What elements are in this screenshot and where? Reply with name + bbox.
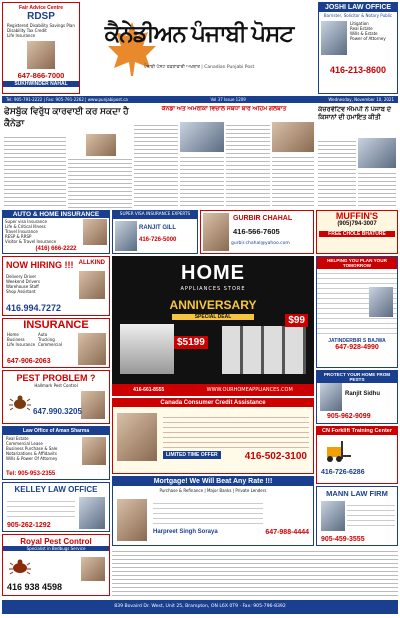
credit-body-text <box>163 413 309 449</box>
article-column <box>4 134 66 208</box>
article-column <box>134 122 178 208</box>
mann-phone[interactable]: 905-459-3555 <box>321 536 365 543</box>
hiring-title: NOW HIRING !!! <box>6 260 74 270</box>
advisor-photo <box>27 41 55 69</box>
left-masthead-ad[interactable] <box>2 2 80 94</box>
rdsp-title: RDSP <box>27 11 55 22</box>
royal-pest-sub: Specialist in Bedbugs Service <box>3 546 109 551</box>
insurance-item: Commercial <box>38 342 62 347</box>
cn-forklift-ad[interactable] <box>316 426 398 484</box>
helping-agent-name: JATINDERBIR S BAJWA <box>328 338 386 344</box>
law-aman-item: Notarizations & Affidavits <box>6 451 57 456</box>
article-column <box>358 170 396 208</box>
jatinderbir-photo <box>369 287 393 317</box>
mann-law-ad[interactable] <box>316 486 398 546</box>
hiring-photo <box>79 271 105 299</box>
helping-title: HELPING YOU PLAN YOUR TOMORROW <box>317 257 397 269</box>
home-appliances-ad[interactable] <box>112 256 314 396</box>
helping-plan-ad[interactable] <box>316 256 398 368</box>
fridge-image <box>120 324 174 374</box>
insurance-line: Travel Insurance <box>5 229 38 234</box>
pest-problem-title: PEST PROBLEM ? <box>16 373 96 383</box>
bedbug-icon <box>9 559 31 575</box>
lead-headline[interactable] <box>4 106 132 132</box>
allkind-hiring-ad[interactable] <box>2 256 110 316</box>
pest-problem-ad[interactable] <box>2 370 110 424</box>
law-aman-item: Business Purchase & Sale <box>6 446 58 451</box>
insurance-ad[interactable] <box>2 318 110 368</box>
gurbir-photo <box>203 213 229 251</box>
supervisa-phone[interactable]: 416-726-5000 <box>139 237 177 243</box>
helping-phone[interactable]: 647-928-4990 <box>335 344 379 351</box>
insurance-line: Life & Critical Illness <box>5 224 46 229</box>
fridge-price: $5199 <box>174 336 208 349</box>
ranjit-sidhu-photo <box>320 383 342 411</box>
insurance-item: Home <box>7 332 19 337</box>
law-aman-item: Commercial Lease <box>6 441 43 446</box>
rdsp-phone[interactable]: 647-866-7000 <box>17 71 65 80</box>
mann-services <box>347 501 395 529</box>
article-column <box>180 154 224 208</box>
right-masthead-ad[interactable] <box>318 2 398 94</box>
gurbir-name: GURBIR CHAHAL <box>233 215 293 222</box>
insurance-agent-photo <box>78 333 106 365</box>
insurance-line: Visitor & Travel Insurance <box>5 239 57 244</box>
article-photo <box>272 122 314 152</box>
article-column <box>318 138 356 208</box>
washer-row-image <box>222 326 306 374</box>
gurbir-chahal-ad[interactable] <box>200 210 314 254</box>
insurance-item: Trucking <box>38 337 55 342</box>
masthead-title: ਕੈਨੇਡੀਅਨ ਪੰਜਾਬੀ ਪੋਸਟ <box>104 20 294 46</box>
super-visa-banner[interactable]: SUPER VISA INSURANCE EXPERTS <box>112 210 198 218</box>
forklift-icon <box>321 441 351 463</box>
allkind-phone[interactable]: 416.994.7272 <box>6 303 62 313</box>
auto-home-insurance-ad[interactable] <box>2 210 110 254</box>
mortgage-agent-photo <box>117 499 147 541</box>
law-office-sub: Barrister, Solicitor & Notary Public <box>323 13 393 18</box>
kelley-title: KELLEY LAW OFFICE <box>14 485 98 494</box>
kelley-photo <box>79 497 105 529</box>
law-office-title: JOSHI LAW OFFICE <box>319 3 397 12</box>
forklift-title: CN Forklift Training Center <box>317 427 397 435</box>
law-aman-item: Real Estate <box>6 436 29 441</box>
law-aman-phone[interactable]: Tel: 905-953-2355 <box>6 471 56 477</box>
mortgage-sub: Purchase & Refinance | Major Banks | Private Lenders <box>159 488 267 493</box>
insurance-line: Super visa Insurance <box>5 219 47 224</box>
insurance-phone[interactable]: 647-906-2063 <box>7 358 51 365</box>
right-headline[interactable] <box>318 106 398 136</box>
aman-photo <box>82 437 106 465</box>
rdsp-line: Disability Tax Credit <box>7 28 47 33</box>
law-service: Wills & Estate <box>350 31 378 36</box>
job-line: Warehouse Staff <box>6 284 39 289</box>
right-headline-text: ਕੰਜ਼ਰਵੇਟਿਵ ਐਮਪੀ ਨੇ ਪੰਜਾਬ ਦੇ ਕਿਸਾਨਾਂ ਦੀ ਹਮਾਇਤ ਕੀਤੀ <box>318 106 392 122</box>
law-aman-ad[interactable] <box>2 426 110 480</box>
royal-pest-ad[interactable] <box>2 534 110 596</box>
advisor-name: SUKHWINDER NAHAL <box>3 81 79 87</box>
date-info: Wednesday, November 10, 2021 <box>328 97 394 102</box>
mortgage-title: Mortgage! We Will Beat Any Rate !!! <box>113 477 313 486</box>
washer-price: $99 <box>285 314 308 327</box>
agency-name: Fair Advice Centre <box>19 5 63 11</box>
special-deal-label: SPECIAL DEAL <box>172 314 254 320</box>
job-line: Delivery Driver <box>6 274 37 279</box>
home-phone[interactable]: 416-661-8555 <box>133 387 165 393</box>
gurbir-phone[interactable]: 416-566-7605 <box>233 227 280 236</box>
contact-info: Tel: 905-791-2222 | Fax: 905-791-2262 | www.punjabipost.ca <box>6 97 128 102</box>
rdsp-line: Life Insurance <box>7 33 36 38</box>
dateline-bar <box>2 96 398 103</box>
law-aman-title: Law Office of Aman Sharma <box>3 427 109 435</box>
law-office-phone[interactable]: 416-213-8600 <box>329 65 387 75</box>
credit-phone[interactable]: 416-502-3100 <box>244 451 307 462</box>
supervisa-agent-name: RANJIT GILL <box>139 225 176 231</box>
credit-title: Canada Consumer Credit Assistance <box>113 399 313 407</box>
rdsp-line: Registered Disability Savings Plan <box>7 23 75 28</box>
bug-icon <box>9 395 31 411</box>
royal-pest-title: Royal Pest Control <box>20 537 92 546</box>
article-photo <box>358 138 396 168</box>
royal-pest-photo <box>81 557 105 581</box>
gurbir-email[interactable]: gurbir.chahal@yahoo.com <box>231 241 290 246</box>
law-service: Power of Attorney <box>350 36 386 41</box>
pest-agent-photo <box>81 391 105 419</box>
mortgage-agent-name: Harpreet Singh Soraya <box>153 529 218 535</box>
home-sub: APPLIANCES STORE <box>180 286 246 292</box>
pest-problem-sub: Hallmark Pest Control <box>34 383 78 388</box>
kelley-law-ad[interactable] <box>2 482 110 532</box>
insurance-line: RESP & RRSP <box>5 234 32 239</box>
footer-bar: 839 Bovaird Dr. West, Unit 25, Brampton, ON L6X 0T9 · Fax: 905-796-8392 <box>2 600 398 614</box>
kelley-phone[interactable]: 905-262-1292 <box>7 522 51 529</box>
lawyer-photo <box>321 21 347 55</box>
mann-photo <box>321 501 345 531</box>
allkind-brand: ALLKIND <box>78 260 105 266</box>
insurance-item: Auto <box>38 332 48 337</box>
royal-pest-phone[interactable]: 416 938 4598 <box>7 582 63 592</box>
article-column <box>68 156 132 208</box>
auto-home-phone[interactable]: (416) 666-2222 <box>35 246 77 252</box>
protect-title: PROTECT YOUR HOME FROM PESTS <box>317 371 397 383</box>
home-website[interactable]: WWW.OURHOMEAPPLIANCES.COM <box>206 387 293 393</box>
muffins-title: MUFFIN'S <box>335 211 379 221</box>
mortgage-body-text <box>153 499 263 525</box>
job-line: Shop Assistant <box>6 289 36 294</box>
pest-problem-phone[interactable]: 647.990.3205 <box>33 407 82 416</box>
protect-home-ad[interactable] <box>316 370 398 424</box>
protect-agent-name: Ranjit Sidhu <box>345 391 380 397</box>
kelley-services <box>7 497 75 521</box>
insurance-item: Life Insurance <box>7 342 36 347</box>
center-headline-text: ਕੈਨੇਡਾ ਅਤੇ ਅਮਰੀਕਾ ਵਿਚਾਲੇ ਸਬੰਧਾਂ ਬਾਰੇ ਅਹਿਮ ਗੱਲਬਾਤ <box>161 106 287 112</box>
article-column <box>272 154 314 208</box>
home-brand: HOME <box>181 262 245 284</box>
masthead-tagline: ਪੰਜਾਬੀ ਪੋਸਟ ਹਫ਼ਤਾਵਾਰੀ ਅਖ਼ਬਾਰ | Canadian Punjabi Post <box>143 65 255 70</box>
law-service: Litigation <box>350 21 369 26</box>
forklift-phone[interactable]: 416-726-6286 <box>321 469 365 476</box>
muffins-ad[interactable] <box>316 210 398 254</box>
ranjit-photo <box>115 221 137 251</box>
insurance-item: Business <box>7 337 25 342</box>
law-service: Real Estate <box>350 26 373 31</box>
article-column <box>226 122 270 208</box>
article-column <box>112 548 398 596</box>
mortgage-phone[interactable]: 647-988-4444 <box>265 529 309 536</box>
lead-headline-text: ਫੇਸਬੁੱਕ ਵਿਰੁੱਧ ਕਾਰਵਾਈ ਕਰ ਸਕਦਾ ਹੈ ਕੈਨੇਡਾ <box>4 106 129 128</box>
credit-banner: LIMITED TIME OFFER <box>163 451 221 459</box>
center-headline[interactable] <box>134 106 314 120</box>
auto-home-title: AUTO & HOME INSURANCE <box>3 211 109 218</box>
anniversary-title: ANNIVERSARY <box>169 298 257 312</box>
article-photo <box>86 134 116 156</box>
masthead <box>82 2 316 94</box>
job-line: Weekend Drivers <box>6 279 41 284</box>
super-visa-ad[interactable] <box>112 218 198 254</box>
mortgage-ad[interactable] <box>112 476 314 546</box>
mann-title: MANN LAW FIRM <box>326 489 388 498</box>
agent-photo <box>83 219 107 245</box>
article-photo <box>180 122 224 152</box>
muffins-banner: FREE CHOLE BHATURE <box>319 231 395 237</box>
protect-phone[interactable]: 905-962-9099 <box>327 413 371 420</box>
law-aman-item: Wills & Power Of Attorney <box>6 456 58 461</box>
insurance-title: INSURANCE <box>23 319 89 331</box>
muffins-phone[interactable]: (905)794-3007 <box>337 221 377 227</box>
credit-photo <box>117 413 157 461</box>
volume-info: Vol 37 Issue 1209 <box>210 97 246 102</box>
rdsp-lines <box>3 22 79 39</box>
consumer-credit-ad[interactable] <box>112 398 314 474</box>
